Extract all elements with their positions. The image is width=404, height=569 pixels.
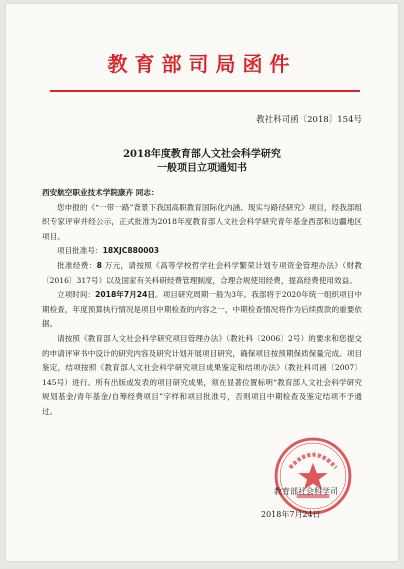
- letterhead-title: 教育部司局函件: [107, 52, 297, 76]
- project-number-value: 18XJC880003: [102, 246, 160, 256]
- signature-date: 2018年7月24日: [261, 510, 321, 519]
- paragraph-project-number: [42, 244, 362, 259]
- document-title-line1: 2018年度教育部人文社会科学研究: [123, 149, 281, 160]
- funding-label: 批准经费：: [57, 260, 97, 270]
- date-label: 立项时间：: [57, 290, 96, 300]
- date-text: 。项目研究周期一般为3年。我部将于2020年统一组织项目中期检查，年度预算执行情况是项目中期检查的内容之一，中期检查情况将作为后续拨款的重要依据。: [42, 290, 363, 329]
- paragraph-approval: 您申报的《“一带一路”背景下我国高职教育国际化内涵、现实与路径研究》项目，经我部组织专家评审并经公示，正式批准为2018年度教育部人文社会科学研究青年基金西部和边疆地区项目。: [42, 202, 362, 241]
- letterhead-red-rule: [50, 90, 360, 92]
- document-title-line2: 一般项目立项通知书: [157, 163, 247, 174]
- project-number-label: 项目批准号：: [57, 246, 103, 256]
- letter-body: [42, 186, 362, 420]
- paragraph-date: [42, 288, 362, 332]
- funding-text: 万元，请按照《高等学校哲学社会科学繁荣计划专项资金管理办法》（财教〔2016〕317号）以及国家有关科研经费管理制度，合理合规使用经费，提高经费使用效益。: [42, 260, 362, 285]
- date-value: 2018年7月24日: [95, 290, 156, 300]
- funding-amount: 8: [96, 260, 102, 270]
- document-page: [6, 4, 398, 561]
- salutation: 西安航空职业技术学院康卉 同志：: [42, 188, 159, 197]
- paragraph-funding: [42, 259, 362, 288]
- official-seal-icon: [272, 435, 354, 517]
- signature-organization: 教育部社会科学司: [274, 487, 338, 496]
- document-number: 教社科司函〔2018〕154号: [256, 115, 362, 125]
- paragraph-requirements: 请按照《教育部人文社会科学研究项目管理办法》（教社科〔2006〕2号）的要求和您提交的申请评审书中设计的研究内容及研究计划开展项目研究，确保项目按预期保质保量完成。项目鉴定，结项按照《教育部人文社会科学研究项目成果鉴定和结项办法》（教社科司函〔2007〕145号）进行。所有出版或发表的项目研究成果，须在显著位置标明“教育部人文社会科学研究规划基金/青年基金/自筹经费项目”字样和项目批准号，否则项目中期检查及鉴定结项不予通过。: [42, 333, 362, 416]
